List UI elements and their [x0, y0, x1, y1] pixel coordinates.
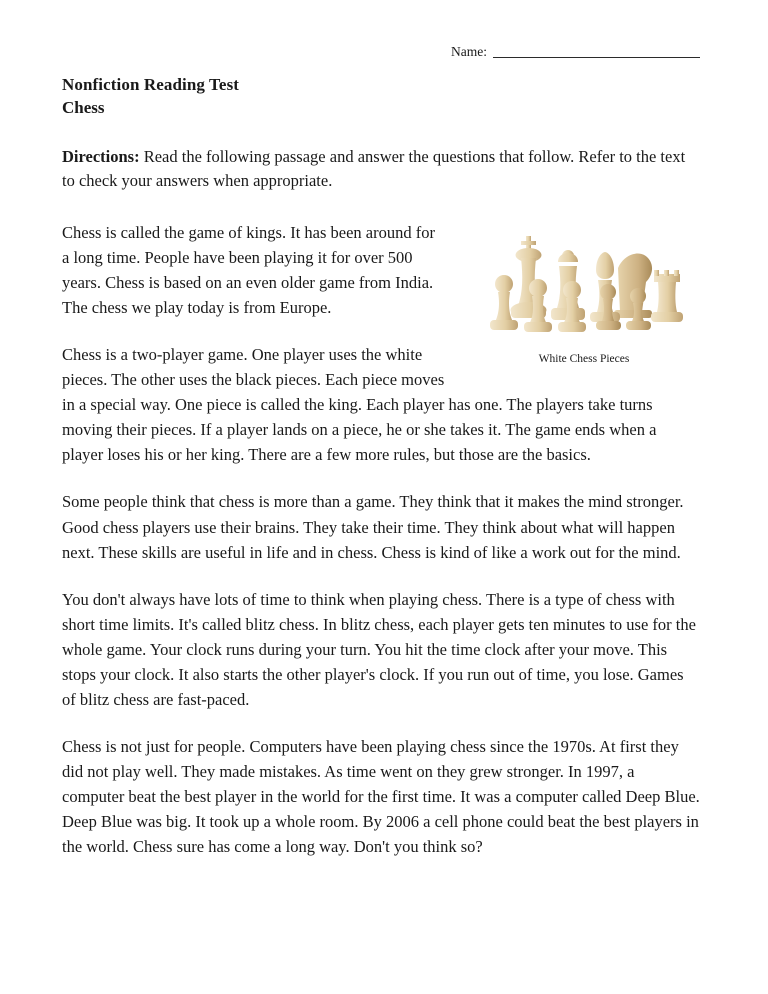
- passage-paragraph-1: Chess is called the game of kings. It has been around for a long time. People have been playing it for over 500 years. Chess is based on an even older game from India. The chess we play today is from Europe.: [62, 222, 435, 317]
- directions-paragraph: [62, 145, 700, 194]
- name-field-row: [62, 44, 700, 58]
- passage-paragraph-2: Chess is a two-player game. One player uses the white pieces. The other uses the black pieces. Each piece moves in a special way. One piece is called the king. Each player has one. The players take turns moving their pieces. If a player lands on a piece, he or she takes it. The game ends when a player loses his or her king. There are a few more rules, but those are the basics.: [62, 345, 657, 465]
- passage-paragraph-4: You don't always have lots of time to think when playing chess. There is a type of chess with short time limits. It's called blitz chess. In blitz chess, each player gets ten minutes to use for the whole game. Your clock runs during your turn. You hit the time clock after your move. This stops your clock. It also starts the other player's clock. If you run out of time, you lose. Games of blitz chess are fast-paced.: [62, 589, 696, 709]
- passage-paragraph-5: Chess is not just for people. Computers have been playing chess since the 1970s. At first they did not play well. They made mistakes. As time went on they grew stronger. In 1997, a computer beat the best player in the world for the first time. It was a computer called Deep Blue. Deep Blue was big. It took up a whole room. By 2006 a cell phone could beat the best players in the world. Chess sure has come a long way. Don't you think so?: [62, 737, 700, 857]
- worksheet-content: [62, 44, 700, 881]
- passage-paragraph-3: Some people think that chess is more than a game. They think that it makes the mind stronger. Good chess players use their brains. They take their time. They think about what will happen next. These skills are useful in life and in chess. Chess is kind of like a work out for the mind.: [62, 492, 684, 562]
- name-label: Name:: [451, 43, 487, 59]
- page-subtitle: Chess: [62, 97, 105, 117]
- white-chess-pieces-image: [468, 222, 700, 344]
- directions-label: Directions:: [62, 147, 140, 167]
- chess-figure: [468, 222, 700, 367]
- figure-caption: White Chess Pieces: [538, 352, 630, 365]
- name-input-blank[interactable]: [493, 44, 700, 58]
- page-title: Nonfiction Reading Test: [62, 75, 240, 94]
- passage-with-figure: [62, 220, 700, 490]
- chess-pieces-illustration: [468, 222, 700, 344]
- directions-text: Read the following passage and answer the questions that follow. Refer to the text to check your answers when appropriate.: [62, 147, 686, 191]
